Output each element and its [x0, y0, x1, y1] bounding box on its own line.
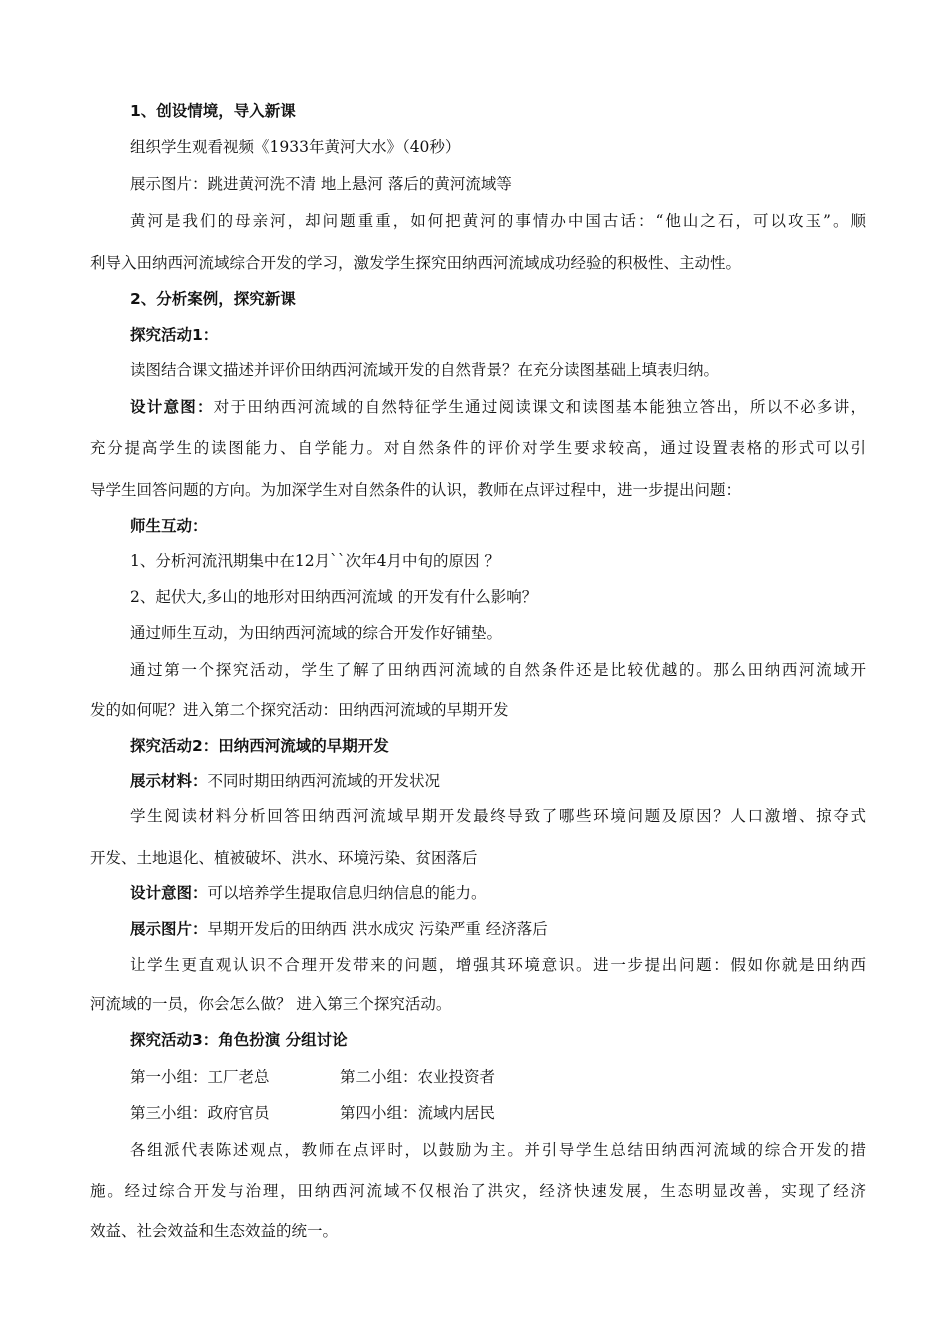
conclusion-paragraph-line: 效益、社会效益和生态效益的统一。: [90, 1222, 339, 1240]
activity3-title: 探究活动3：角色扮演 分组讨论: [130, 1031, 348, 1049]
group-item: 第一小组：工厂老总: [130, 1068, 270, 1086]
group-item: 第二小组：农业投资者: [340, 1068, 496, 1086]
section1-heading: 1、创设情境，导入新课: [130, 102, 296, 120]
material-text: 不同时期田纳西河流域的开发状况: [207, 772, 441, 790]
design-intent-label: 设计意图：: [130, 398, 214, 416]
section2-heading: 2、分析案例，探究新课: [130, 290, 296, 308]
design-intent-text: 对于田纳西河流域的自然特征学生通过阅读课文和读图基本能独立答出，所以不必多讲，: [213, 398, 866, 416]
video-paragraph: 组织学生观看视频《1933年黄河大水》（40秒）: [130, 138, 461, 156]
activity1-question: 读图结合课文描述并评价田纳西河流域开发的自然背景？在充分读图基础上填表归纳。: [130, 361, 720, 379]
design-intent-text: 可以培养学生提取信息归纳信息的能力。: [207, 884, 487, 902]
conclusion-paragraph-line: 各组派代表陈述观点，教师在点评时，以鼓励为主。并引导学生总结田纳西河流域的综合开发的措: [130, 1141, 866, 1159]
material-paragraph: [130, 771, 866, 791]
activity2-title: 探究活动2：田纳西河流域的早期开发: [130, 737, 389, 755]
pictures-paragraph: 展示图片：跳进黄河洗不清 地上悬河 落后的黄河流域等: [130, 175, 512, 193]
reflection-paragraph-line: 让学生更直观认识不合理开发带来的问题，增强其环境意识。进一步提出问题：假如你就是田纳西: [130, 956, 866, 974]
design-intent-paragraph-line: 导学生回答问题的方向。为加深学生对自然条件的认识，教师在点评过程中，进一步提出问题：: [90, 481, 742, 499]
reflection-paragraph-line: 河流域的一员，你会怎么做？ 进入第三个探究活动。: [90, 995, 452, 1013]
group-item: 第三小组：政府官员: [130, 1104, 270, 1122]
design-intent-paragraph-line: [130, 397, 866, 417]
analysis-paragraph-line: 开发、土地退化、植被破坏、洪水、环境污染、贫困落后: [90, 849, 478, 867]
intro-paragraph-line: 利导入田纳西河流域综合开发的学习，激发学生探究田纳西河流域成功经验的积极性、主动性。: [90, 254, 742, 272]
intro-paragraph-line: 黄河是我们的母亲河，却问题重重，如何把黄河的事情办中国古话：“他山之石，可以攻玉”。顺: [130, 212, 866, 230]
conclusion-paragraph-line: 施。经过综合开发与治理，田纳西河流域不仅根治了洪灾，经济快速发展，生态明显改善，实现了经济: [90, 1182, 866, 1200]
transition-paragraph-line: 通过第一个探究活动，学生了解了田纳西河流域的自然条件还是比较优越的。那么田纳西河流域开: [130, 661, 866, 679]
design-intent-paragraph-line: 充分提高学生的读图能力、自学能力。对自然条件的评价对学生要求较高，通过设置表格的形式可以引: [90, 439, 866, 457]
analysis-paragraph-line: 学生阅读材料分析回答田纳西河流域早期开发最终导致了哪些环境问题及原因？人口激增、掠夺式: [130, 807, 866, 825]
interaction-question-2: 2、起伏大,多山的地形对田纳西河流域 的开发有什么影响？: [130, 588, 538, 606]
activity1-title: 探究活动1：: [130, 326, 219, 344]
interaction-question-1: 1、分析河流汛期集中在12月``次年4月中旬的原因 ？: [130, 552, 500, 570]
pictures-label: 展示图片：: [130, 920, 208, 938]
pictures-text: 早期开发后的田纳西 洪水成灾 污染严重 经济落后: [207, 920, 548, 938]
transition-paragraph-line: 发的如何呢？进入第二个探究活动：田纳西河流域的早期开发: [90, 701, 509, 719]
design-intent-label: 设计意图：: [130, 884, 208, 902]
group-item: 第四小组：流域内居民: [340, 1104, 496, 1122]
group-row: [130, 1103, 866, 1123]
design-intent-paragraph: [130, 883, 866, 903]
group-row: [130, 1067, 866, 1087]
material-label: 展示材料：: [130, 772, 208, 790]
pictures-paragraph: [130, 919, 866, 939]
interaction-summary: 通过师生互动，为田纳西河流域的综合开发作好铺垫。: [130, 624, 503, 642]
interaction-title: 师生互动：: [130, 517, 208, 535]
